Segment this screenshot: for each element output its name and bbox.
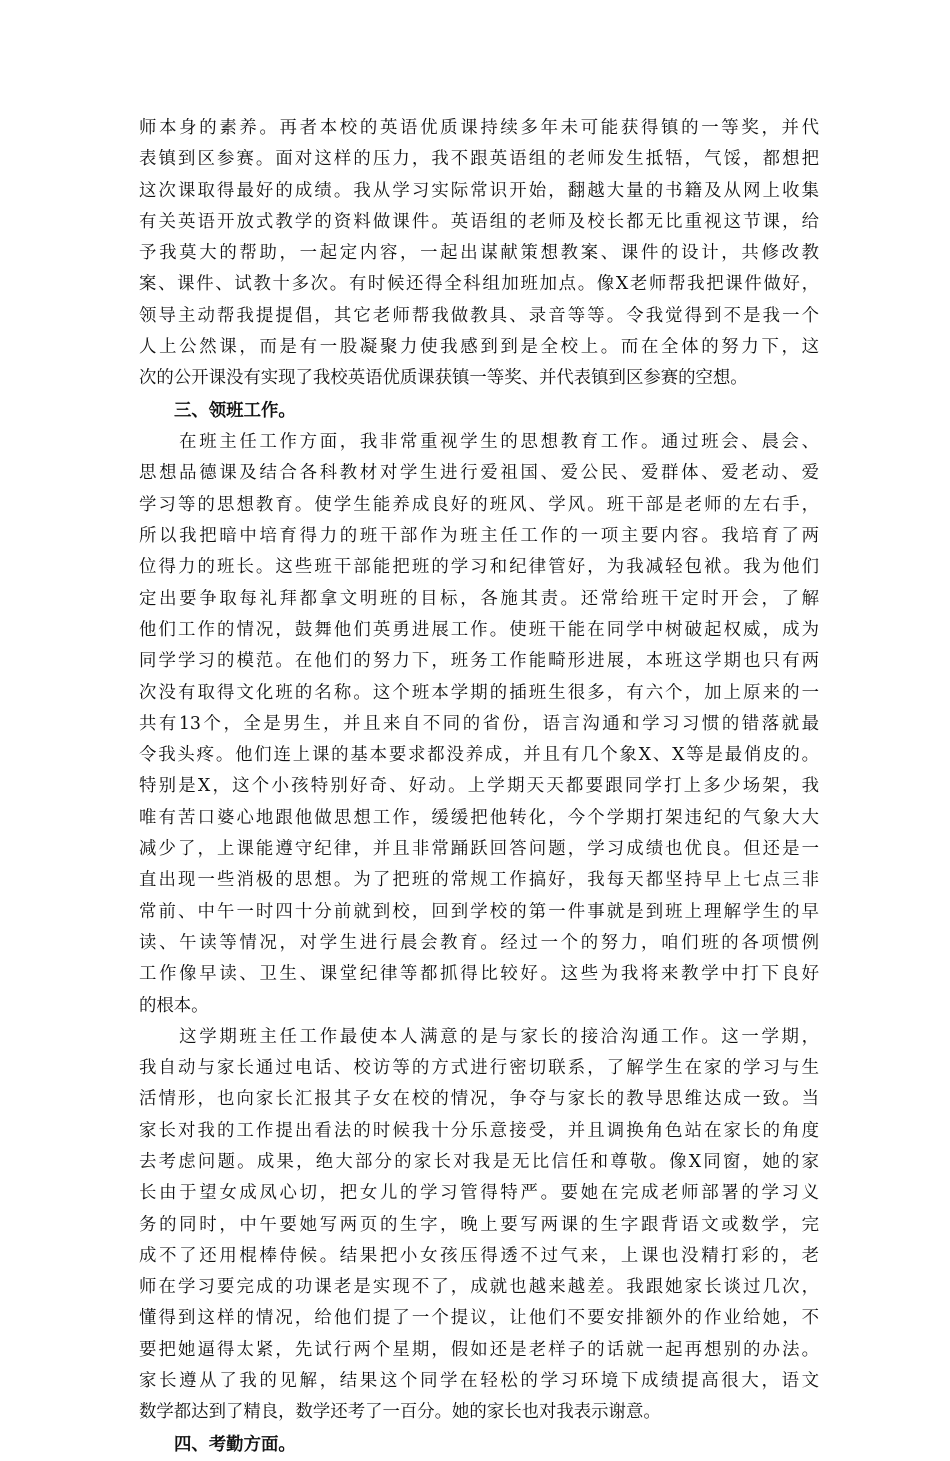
text-line: 予我莫大的帮助，一起定内容，一起出谋献策想教案、课件的设计，共修改教 xyxy=(139,243,819,264)
text-line: 家长对我的工作提出看法的时候我十分乐意接受，并且调换角色站在家长的角度 xyxy=(139,1120,819,1141)
text-line: 的根本。 xyxy=(139,995,209,1016)
text-line: 所以我把暗中培育得力的班干部作为班主任工作的一项主要内容。我培育了两 xyxy=(139,526,819,547)
text-line: 共有13个，全是男生，并且来自不同的省份，语言沟通和学习习惯的错落就最 xyxy=(139,713,819,734)
text-line: 减少了，上课能遵守纪律，并且非常踊跃回答问题，学习成绩也优良。但还是一 xyxy=(139,839,819,860)
text-line: 师本身的素养。再者本校的英语优质课持续多年未可能获得镇的一等奖，并代 xyxy=(139,118,819,138)
section-heading: 四、考勤方面。 xyxy=(174,1434,296,1455)
text-line: 直出现一些消极的思想。为了把班的常规工作搞好，我每天都坚持早上七点三非 xyxy=(139,870,819,891)
text-line: 懂得到这样的情况，给他们提了一个提议，让他们不要安排额外的作业给她，不 xyxy=(139,1308,819,1329)
text-line: 人上公然课，而是有一股凝聚力使我感到到是全校上。而在全体的努力下，这 xyxy=(139,337,819,358)
text-line: 思想品德课及结合各科教材对学生进行爱祖国、爱公民、爱群体、爱老动、爱 xyxy=(139,463,819,484)
text-line: 次的公开课没有实现了我校英语优质课获镇一等奖、并代表镇到区参赛的空想。 xyxy=(139,368,748,389)
text-line: 特别是X，这个小孩特别好奇、好动。上学期天天都要跟同学打上多少场架，我 xyxy=(139,776,819,797)
text-line: 唯有苦口婆心地跟他做思想工作，缓缓把他转化，今个学期打架违纪的气象大大 xyxy=(139,807,819,828)
text-line: 读、午读等情况，对学生进行晨会教育。经过一个的努力，咱们班的各项惯例 xyxy=(139,932,819,953)
text-line: 定出要争取每礼拜都拿文明班的目标，各施其责。还常给班干定时开会，了解 xyxy=(139,588,819,609)
text-line: 这次课取得最好的成绩。我从学习实际常识开始，翻越大量的书籍及从网上收集 xyxy=(139,180,819,201)
text-line: 领导主动帮我提提倡，其它老师帮我做教具、录音等等。令我觉得到不是我一个 xyxy=(139,305,819,326)
text-line: 在班主任工作方面，我非常重视学生的思想教育工作。通过班会、晨会、 xyxy=(139,432,819,453)
text-line: 表镇到区参赛。面对这样的压力，我不跟英语组的老师发生抵牾，气馁，都想把 xyxy=(139,149,819,170)
text-line: 数学都达到了精良，数学还考了一百分。她的家长也对我表示谢意。 xyxy=(139,1402,661,1423)
text-line: 家长遵从了我的见解，结果这个同学在轻松的学习环境下成绩提高很大，语文 xyxy=(139,1371,819,1392)
text-line: 次没有取得文化班的名称。这个班本学期的插班生很多，有六个，加上原来的一 xyxy=(139,682,819,703)
text-line: 工作像早读、卫生、课堂纪律等都抓得比较好。这些为我将来教学中打下良好 xyxy=(139,964,819,985)
text-line: 位得力的班长。这些班干部能把班的学习和纪律管好，为我减轻包袱。我为他们 xyxy=(139,557,819,578)
text-line: 案、课件、试教十多次。有时候还得全科组加班加点。像X老师帮我把课件做好， xyxy=(139,274,819,295)
text-line: 学习等的思想教育。使学生能养成良好的班风、学风。班干部是老师的左右手， xyxy=(139,494,819,515)
text-line: 他们工作的情况，鼓舞他们英勇进展工作。使班干能在同学中树破起权威，成为 xyxy=(139,619,819,640)
text-line: 我自动与家长通过电话、校访等的方式进行密切联系，了解学生在家的学习与生 xyxy=(139,1058,819,1079)
text-line: 要把她逼得太紧，先试行两个星期，假如还是老样子的话就一起再想别的办法。 xyxy=(139,1339,819,1360)
text-line: 去考虑问题。成果，绝大部分的家长对我是无比信任和尊敬。像X同窗，她的家 xyxy=(139,1152,819,1172)
text-line: 师在学习要完成的功课老是实现不了，成就也越来越差。我跟她家长谈过几次， xyxy=(139,1277,819,1298)
text-line: 常前、中午一时四十分前就到校，回到学校的第一件事就是到班上理解学生的早 xyxy=(139,901,819,922)
document-page xyxy=(139,113,819,1461)
text-line: 活情形，也向家长汇报其子女在校的情况，争夺与家长的教导思维达成一致。当 xyxy=(139,1089,819,1110)
text-line: 这学期班主任工作最使本人满意的是与家长的接洽沟通工作。这一学期， xyxy=(139,1026,819,1047)
text-line: 有关英语开放式教学的资料做课件。英语组的老师及校长都无比重视这节课，给 xyxy=(139,211,819,232)
text-line: 务的同时，中午要她写两页的生字，晚上要写两课的生字跟背语文或数学，完 xyxy=(139,1214,819,1235)
text-line: 同学学习的模范。在他们的努力下，班务工作能畸形进展，本班这学期也只有两 xyxy=(139,651,819,672)
text-line: 令我头疼。他们连上课的基本要求都没养成，并且有几个象X、X等是最俏皮的。 xyxy=(139,745,819,766)
text-line: 长由于望女成凤心切，把女儿的学习管得特严。要她在完成老师部署的学习义 xyxy=(139,1183,819,1204)
section-heading: 三、领班工作。 xyxy=(174,400,296,421)
text-line: 成不了还用棍棒侍候。结果把小女孩压得透不过气来，上课也没精打彩的，老 xyxy=(139,1245,819,1266)
